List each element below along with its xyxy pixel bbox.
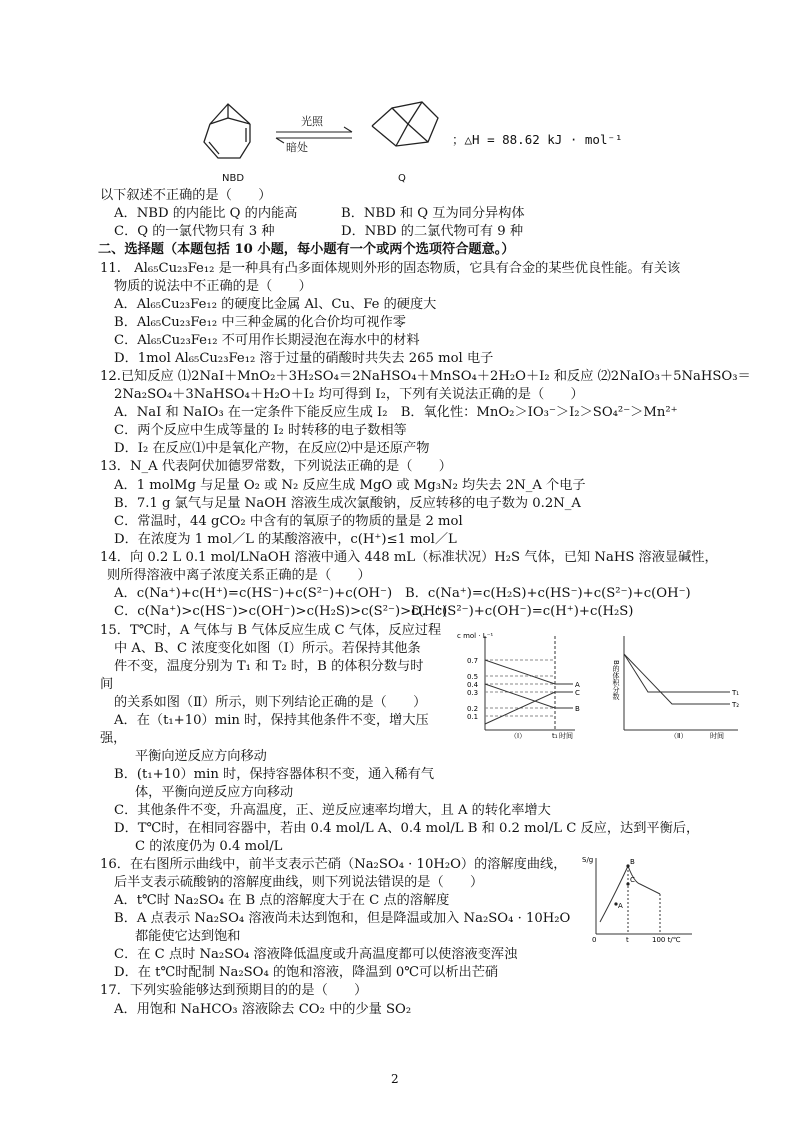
chart1-tick-01: 0.1 [467,713,479,721]
chart2-caption: （Ⅱ） [670,732,688,740]
chart-concentration-time [455,630,580,740]
q13-option-a: A．1 molMg 与足量 O₂ 或 N₂ 反应生成 MgO 或 Mg₃N₂ 均失去 2N_A 个电子 [114,478,586,493]
q14-line2: 则所得溶液中离子浓度关系正确的是（ ） [107,568,371,583]
chart1-xlabel: 时间 [559,732,573,740]
q15-line5: 的关系如图（Ⅱ）所示，则下列结论正确的是（ ） [114,695,427,710]
chart1-caption: （Ⅰ） [510,732,527,740]
chart3-point-b: B [630,858,635,866]
q10-option-c: C．Q 的一氯代物只有 3 种 [114,224,275,239]
q11-option-c: C．Al₆₅Cu₂₃Fe₁₂ 不可用作长期浸泡在海水中的材料 [114,333,420,348]
chart1-series-c: C [575,689,580,697]
q15-line4: 间 [100,677,114,692]
q15-line2: 中 A、B、C 浓度变化如图（Ⅰ）所示。若保持其他条 [114,641,421,656]
chart1-t1: t₁ [552,732,558,740]
q14-option-d: D．c(S²⁻)+c(OH⁻)=c(H⁺)+c(H₂S) [411,604,634,619]
q11-option-b: B．Al₆₅Cu₂₃Fe₁₂ 中三种金属的化合价均可视作零 [114,315,406,330]
chart2-xlabel: 时间 [710,732,724,740]
chart1-tick-02: 0.2 [467,705,479,713]
q11-line1: 11. Al₆₅Cu₂₃Fe₁₂ 是一种具有凸多面体规则外形的固态物质，它具有合金的某些优良性能。有关该 [100,261,681,276]
q12-line2: 2Na₂SO₄＋3NaHSO₄＋H₂O＋I₂ 均可得到 I₂，下列有关说法正确的是（ ） [114,387,584,402]
label-dark: 暗处 [286,141,308,154]
chart-solubility [582,852,702,942]
chart3-xt: t [626,936,629,944]
q15-option-d2: C 的浓度仍为 0.4 mol/L [135,839,283,854]
q12-option-d: D．I₂ 在反应⑴中是氧化产物，在反应⑵中是还原产物 [114,441,430,456]
chart2-series-t1: T₁ [732,689,740,697]
q14-line1: 14．向 0.2 L 0.1 mol/LNaOH 溶液中通入 448 mL（标准状况）H₂S 气体，已知 NaHS 溶液显碱性， [100,550,718,565]
chart3-x100: 100 t/℃ [652,936,681,944]
q16-option-b2: 都能使它达到饱和 [135,929,241,944]
page-number: 2 [391,1072,399,1086]
q15-option-a2: 强， [100,731,127,746]
q16-line2: 后半支表示硫酸钠的溶解度曲线，则下列说法错误的是（ ） [114,875,484,890]
q12-line1: 12.已知反应 ⑴2NaI＋MnO₂＋3H₂SO₄＝2NaHSO₄＋MnSO₄＋2H₂O＋I₂ 和反应 ⑵2NaIO₃＋5NaHSO₃＝ [100,369,751,384]
chart1-tick-07: 0.7 [467,657,479,665]
q10-option-b: B．NBD 和 Q 互为同分异构体 [341,206,525,221]
q12-option-a: A．NaI 和 NaIO₃ 在一定条件下能反应生成 I₂ B．氧化性：MnO₂＞IO₃⁻＞I₂＞SO₄²⁻＞Mn²⁺ [114,405,678,420]
q17-stem: 17．下列实验能够达到预期目的的是（ ） [100,983,368,998]
q10-stem: 以下叙述不正确的是（ ） [100,188,272,203]
chart3-x0: 0 [592,936,597,944]
q15-option-a1: A．在（t₁+10）min 时，保持其他条件不变，增大压 [114,713,429,728]
q11-line2: 物质的说法中不正确的是（ ） [114,279,312,294]
q16-line1: 16．在右图所示曲线中，前半支表示芒硝（Na₂SO₄ · 10H₂O）的溶解度曲线， [100,857,567,872]
enthalpy: ；△H = 88.62 kJ · mol⁻¹ [452,132,623,147]
q15-option-d1: D．T℃时，在相同容器中，若由 0.4 mol/L A、0.4 mol/L B 和 0.2 mol/L C 反应，达到平衡后， [114,821,700,836]
chart1-series-b: B [575,705,580,713]
chart1-tick-03: 0.3 [467,689,479,697]
q16-option-b1: B．A 点表示 Na₂SO₄ 溶液尚未达到饱和，但是降温或加入 Na₂SO₄ · 10H₂O [114,911,571,926]
nbd-structure [200,96,260,166]
q13-option-d: D．在浓度为 1 mol／L 的某酸溶液中，c(H⁺)≤1 mol／L [114,532,457,547]
q11-option-a: A．Al₆₅Cu₂₃Fe₁₂ 的硬度比金属 Al、Cu、Fe 的硬度大 [114,297,437,312]
chart-volume-fraction-time [610,630,740,740]
q13-option-c: C．常温时，44 gCO₂ 中含有的氧原子的物质的量是 2 mol [114,514,463,529]
q14-option-b: B．c(Na⁺)=c(H₂S)+c(HS⁻)+c(S²⁻)+c(OH⁻) [405,586,691,601]
chart1-tick-04: 0.4 [467,681,479,689]
q10-option-d: D．NBD 的二氯代物可有 9 种 [341,224,524,239]
q14-option-c: C．c(Na⁺)>c(HS⁻)>c(OH⁻)>c(H₂S)>c(S²⁻)>c(H⁺) [114,604,448,619]
q11-option-d: D．1mol Al₆₅Cu₂₃Fe₁₂ 溶于过量的硝酸时共失去 265 mol 电子 [114,351,494,366]
q15-option-b1: B．(t₁+10）min 时，保持容器体积不变，通入稀有气 [114,767,435,782]
section-heading: 二、选择题（本题包括 10 小题，每小题有一个或两个选项符合题意。） [98,242,515,257]
q15-option-b2: 体，平衡向逆反应方向移动 [135,785,294,800]
chart3-point-c: C [630,876,635,884]
chart2-series-t2: T₂ [732,701,740,709]
q16-option-c: C．在 C 点时 Na₂SO₄ 溶液降低温度或升高温度都可以使溶液变浑浊 [114,947,518,962]
q-structure [366,96,446,156]
q10-option-a: A．NBD 的内能比 Q 的内能高 [114,206,298,221]
q15-line1: 15．T℃时，A 气体与 B 气体反应生成 C 气体，反应过程 [100,623,442,638]
q12-option-c: C．两个反应中生成等量的 I₂ 时转移的电子数相等 [114,423,407,438]
chart1-series-a: A [575,681,580,689]
label-nbd: NBD [222,173,245,184]
q17-option-a: A．用饱和 NaHCO₃ 溶液除去 CO₂ 中的少量 SO₂ [114,1002,412,1017]
q14-option-a: A．c(Na⁺)+c(H⁺)=c(HS⁻)+c(S²⁻)+c(OH⁻) [114,586,393,601]
chart3-ylabel: S/g [582,856,594,864]
chart1-ylabel: c mol · L⁻¹ [457,632,494,640]
q13-option-b: B．7.1 g 氯气与足量 NaOH 溶液生成次氯酸钠，反应转移的电子数为 0.2N_A [114,496,581,511]
q15-option-a3: 平衡向逆反应方向移动 [135,749,267,764]
label-light: 光照 [301,115,323,128]
chart1-tick-05: 0.5 [467,673,479,681]
q13-stem: 13．N_A 代表阿伏加德罗常数，下列说法正确的是（ ） [100,459,452,474]
q16-option-d: D．在 t℃时配制 Na₂SO₄ 的饱和溶液，降温到 0℃可以析出芒硝 [114,965,499,980]
label-q: Q [398,173,406,184]
q15-line3: 件不变，温度分别为 T₁ 和 T₂ 时，B 的体积分数与时 [114,659,424,674]
q15-option-c: C．其他条件不变，升高温度，正、逆反应速率均增大，且 A 的转化率增大 [114,803,551,818]
chart2-ylabel: B的体积分数 [612,660,620,700]
q16-option-a: A．t℃时 Na₂SO₄ 在 B 点的溶解度大于在 C 点的溶解度 [114,893,450,908]
chart3-point-a: A [618,902,623,910]
